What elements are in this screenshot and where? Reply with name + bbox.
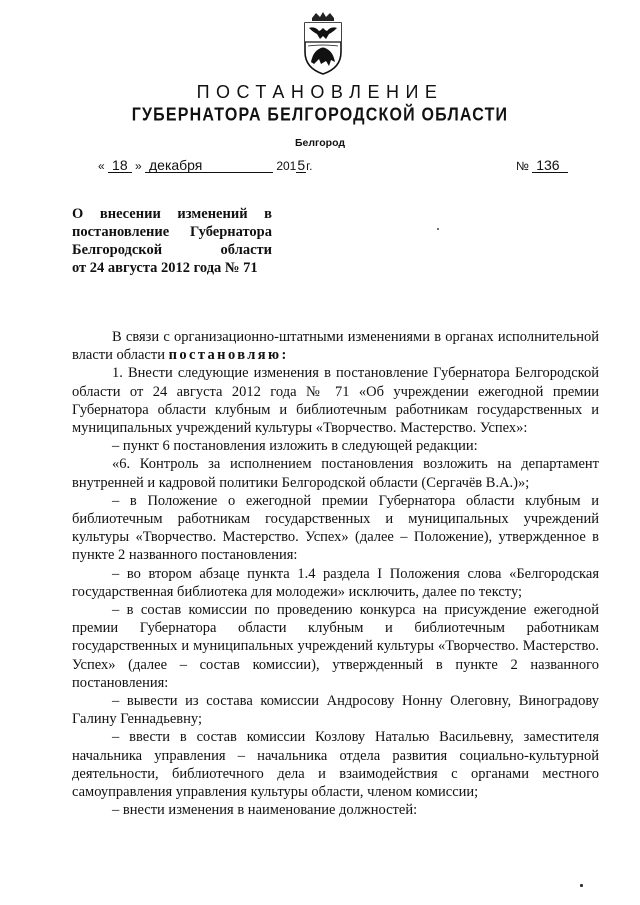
number-value: 136 [532,158,567,173]
date-year-suffix: г. [306,159,313,173]
city-name: Белгород [294,137,346,149]
paragraph: – в состав комиссии по проведению конкурса на присуждение ежегодной премии Губернатора области клубным и библиотечным работникам государственных и муниципальных учреждений культуры «Творчество. Мастерство. Успех» (далее – состав комиссии), утвержденный в пункте 2 названного постановления: [72,602,599,691]
date-open-quote: « [98,159,105,173]
paragraph: – ввести в состав комиссии Козлову Наталью Васильевну, заместителя начальника управления – начальника отдела развития социально-культурной деятельности, библиотечного дела и взаимодействия с органами местного самоуправления управления культуры области, членом комиссии; [72,729,599,801]
document-body [72,328,599,819]
paragraph: – во втором абзаце пункта 1.4 раздела I Положения слова «Белгородская государственная библиотека для молодежи» исключить, далее по тексту; [72,565,599,600]
paragraph: 1. Внести следующие изменения в постановление Губернатора Белгородской области от 24 августа 2012 года № 71 «Об учреждении ежегодной премии Губернатора области клубным и библиотечным работникам государственных и муниципальных учреждений культуры «Творчество. Мастерство. Успех»: [72,365,599,437]
document-subject [72,205,272,277]
document-type-title: ПОСТАНОВЛЕНИЕ [196,82,444,102]
scan-speck [437,228,439,230]
date-year-prefix: 201 [276,159,297,173]
number-label: № [516,159,529,173]
paragraph: – в Положение о ежегодной премии Губернатора области клубным и библиотечным работникам государственных и муниципальных учреждений культуры «Творчество. Мастерство. Успех» (далее – Положение), утвержденное в пункте 2 названного постановления: [72,492,599,564]
date-year-digit: 5 [297,157,306,173]
preamble-text: В связи с организационно-штатными изменениями в органах исполнительной власти области [72,329,599,364]
paragraph: – вывести из состава комиссии Андросову Нонну Олеговну, Виноградову Галину Геннадьевну; [72,693,599,728]
date-day: 18 [108,158,132,173]
subject-line-4: от 24 августа 2012 года № 71 [72,260,258,276]
issuer-title: ГУБЕРНАТОРА БЕЛГОРОДСКОЙ ОБЛАСТИ [131,105,509,126]
document-date [98,158,312,173]
subject-line-2: постановление Губернатора [72,224,272,240]
paragraph: – пункт 6 постановления изложить в следующей редакции: [112,438,478,455]
scan-speck [580,884,583,887]
resolve-word: постановляю: [168,347,289,364]
paragraph-preamble [72,328,599,364]
subject-line-1: О внесении изменений в [72,206,272,222]
paragraph: – внести изменения в наименование должностей: [112,802,418,819]
paragraph: «6. Контроль за исполнением постановления возложить на департамент внутренней и кадровой политики Белгородской области (Сергачёв В.А.)»; [72,456,599,491]
coat-of-arms-icon [299,12,347,76]
date-month: декабря [145,158,273,173]
subject-line-3: Белгородской области [72,242,272,258]
date-close-quote: » [134,159,142,173]
document-number [516,158,568,173]
